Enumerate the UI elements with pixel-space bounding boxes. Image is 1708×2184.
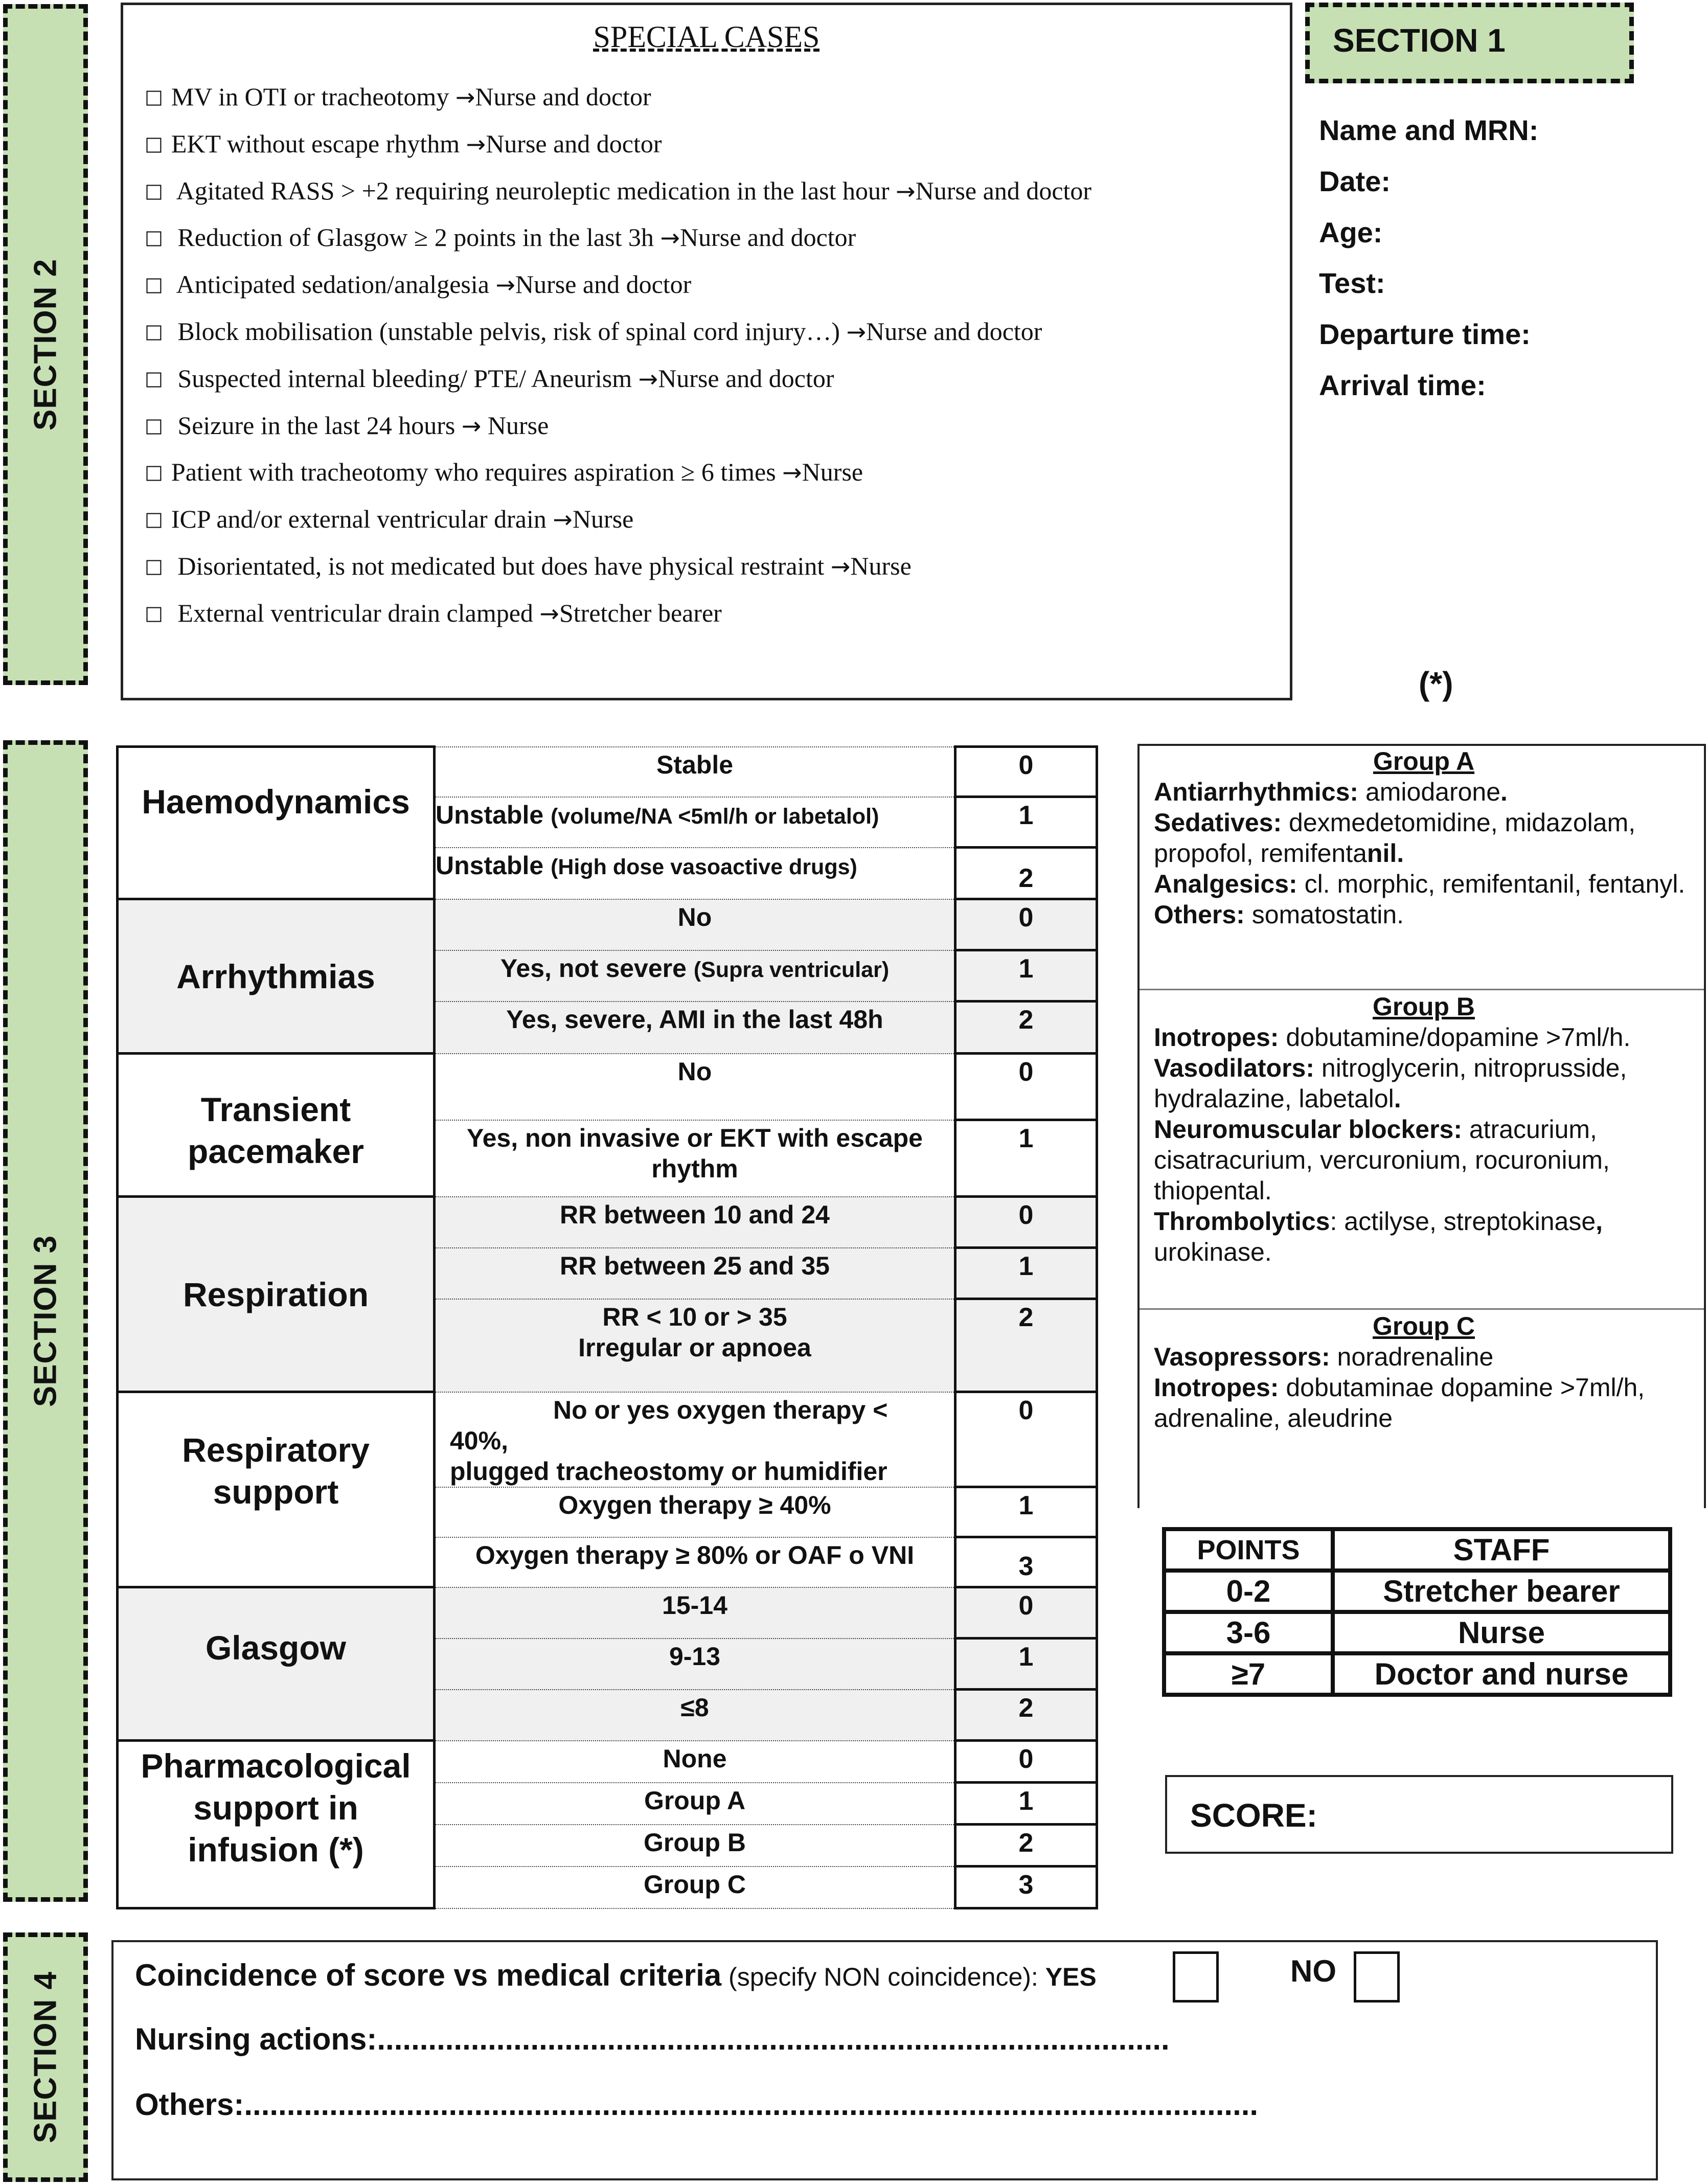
criterion-cell [435, 950, 955, 1002]
nursing-actions-dots: ............................................................................................. [377, 2022, 1170, 2056]
group-b [1154, 991, 1694, 1267]
category-line: support [213, 1473, 339, 1511]
points-cell: 0 [955, 1587, 1097, 1639]
staff-value: Nurse [1333, 1612, 1670, 1653]
arrow-right-icon: → [495, 271, 515, 299]
section-2-tab [3, 4, 88, 685]
special-case-text: Patient with tracheotomy who requires aspiration ≥ 6 times [171, 458, 783, 487]
criterion-cell [435, 797, 955, 848]
points-header: POINTS [1164, 1529, 1333, 1571]
criterion-text: Yes, not severe [500, 953, 694, 983]
category-glasgow: Glasgow [118, 1587, 435, 1741]
checkbox-icon[interactable]: □ [145, 367, 163, 390]
checkbox-icon[interactable]: □ [145, 85, 163, 108]
category-arrhythmias: Arrhythmias [118, 899, 435, 1054]
points-range: ≥7 [1164, 1653, 1333, 1695]
category-respiration: Respiration [118, 1197, 435, 1392]
checkbox-icon[interactable]: □ [145, 555, 163, 577]
special-case-item[interactable] [145, 598, 722, 628]
special-cases-box [121, 3, 1292, 700]
special-case-staff: Stretcher bearer [559, 598, 722, 627]
criterion-cell: Yes, severe, AMI in the last 48h [435, 1002, 955, 1054]
drug-class: Antiarrhythmics: [1154, 778, 1359, 806]
criterion-cell: Stable [435, 747, 955, 797]
special-case-text: Disorientated, is not medicated but does have physical restraint [171, 552, 831, 580]
special-case-item[interactable] [145, 504, 633, 534]
category-transient-pacemaker [118, 1054, 435, 1197]
drug-class: Vasodilators: [1154, 1054, 1314, 1082]
points-cell: 1 [955, 1248, 1097, 1299]
special-case-item[interactable] [145, 411, 549, 440]
criterion-cell: 15-14 [435, 1587, 955, 1639]
checkbox-icon[interactable]: □ [145, 601, 163, 624]
points-cell: 1 [955, 1120, 1097, 1197]
criterion-cell: RR between 10 and 24 [435, 1197, 955, 1248]
category-pharmacological-support [118, 1741, 435, 1908]
special-case-staff: Nurse and doctor [475, 82, 651, 111]
criterion-cell: None [435, 1741, 955, 1783]
points-cell: 3 [955, 1537, 1097, 1587]
special-case-staff: Nurse and doctor [515, 270, 692, 299]
drug-class: Thrombolytics [1154, 1207, 1330, 1236]
special-case-item[interactable] [145, 222, 856, 252]
score-label: SCORE: [1190, 1797, 1317, 1834]
special-case-item[interactable] [145, 176, 1091, 206]
category-line: support in [193, 1789, 358, 1827]
checkbox-icon[interactable]: □ [145, 508, 163, 531]
coincidence-line [135, 1958, 1097, 1993]
section-4-box [111, 1940, 1658, 2180]
criterion-cell: Group C [435, 1867, 955, 1908]
special-case-text: Reduction of Glasgow ≥ 2 points in the last 3h [171, 223, 661, 252]
special-case-item[interactable] [145, 551, 912, 581]
drug-list: somatostatin. [1244, 900, 1404, 929]
points-cell: 1 [955, 797, 1097, 848]
scoring-table [116, 745, 1098, 1909]
age-field[interactable]: Age: [1319, 216, 1383, 248]
points-cell: 2 [955, 1690, 1097, 1741]
points-cell: 1 [955, 950, 1097, 1002]
special-case-item[interactable] [145, 316, 1042, 346]
special-case-item[interactable] [145, 457, 863, 487]
criterion-line: No or yes oxygen therapy < [553, 1395, 888, 1424]
category-line: Respiratory [182, 1431, 370, 1469]
special-case-text: Seizure in the last 24 hours [171, 411, 462, 440]
section-2-label: SECTION 2 [28, 258, 63, 431]
criterion-line: Irregular or apnoea [578, 1333, 811, 1362]
drug-list: dobutaminae dopamine >7ml/h, adrenaline, aleudrine [1154, 1373, 1645, 1432]
points-cell: 0 [955, 747, 1097, 797]
drug-list-end: nil. [1367, 839, 1404, 868]
criterion-line: RR < 10 or > 35 [602, 1302, 787, 1331]
drug-class: Inotropes: [1154, 1373, 1279, 1402]
criterion-cell: Oxygen therapy ≥ 80% or OAF o VNI [435, 1537, 955, 1587]
criterion-cell [435, 848, 955, 899]
criterion-note: (Supra ventricular) [693, 957, 890, 982]
special-case-staff: Nurse [850, 552, 912, 580]
criterion-cell [435, 1392, 955, 1487]
drug-list: noradrenaline [1330, 1343, 1494, 1371]
points-cell: 2 [955, 1299, 1097, 1392]
special-cases-title: SPECIAL CASES [593, 20, 820, 54]
checkbox-icon[interactable]: □ [145, 461, 163, 484]
checkbox-icon[interactable]: □ [145, 179, 163, 202]
arrow-right-icon: → [466, 130, 486, 158]
criterion-cell: ≤8 [435, 1690, 955, 1741]
group-a-title: Group A [1373, 747, 1475, 776]
coincidence-label: Coincidence of score vs medical criteria [135, 1958, 722, 1992]
others-label: Others: [135, 2087, 244, 2122]
special-case-text: Block mobilisation (unstable pelvis, risk of spinal cord injury…) [171, 317, 847, 346]
special-case-text: ICP and/or external ventricular drain [171, 505, 553, 534]
points-cell: 0 [955, 1197, 1097, 1248]
drug-list: amiodarone [1358, 778, 1501, 806]
no-label: NO [1290, 1954, 1336, 1988]
category-line: Transient [200, 1090, 351, 1128]
drug-groups-box [1137, 744, 1706, 1508]
special-case-staff: Nurse and doctor [486, 129, 662, 158]
staff-header: STAFF [1333, 1529, 1670, 1571]
points-range: 0-2 [1164, 1571, 1333, 1612]
drug-list-end: . [1394, 1084, 1401, 1113]
group-c-title: Group C [1373, 1312, 1475, 1340]
section-4-tab [3, 1932, 88, 2182]
arrow-right-icon: → [830, 553, 851, 580]
criterion-cell: Oxygen therapy ≥ 40% [435, 1487, 955, 1537]
points-cell: 1 [955, 1639, 1097, 1690]
criterion-cell: Group A [435, 1783, 955, 1825]
arrow-right-icon: → [461, 412, 482, 440]
points-cell: 1 [955, 1487, 1097, 1537]
criterion-cell: No [435, 1054, 955, 1120]
special-case-text: MV in OTI or tracheotomy [171, 82, 456, 111]
group-a [1154, 746, 1694, 930]
criterion-cell: Group B [435, 1825, 955, 1867]
drug-list: nitroglycerin, nitroprusside, hydralazine, labetalol [1154, 1054, 1627, 1113]
drug-list: dexmedetomidine, midazolam, propofol, remifenta [1154, 808, 1636, 868]
yes-checkbox[interactable] [1173, 1951, 1219, 2003]
name-mrn-field[interactable]: Name and MRN: [1319, 114, 1539, 146]
criterion-text: Unstable [436, 800, 551, 829]
special-case-text: Anticipated sedation/analgesia [171, 270, 496, 299]
checkbox-icon[interactable]: □ [145, 273, 163, 296]
drug-class: Inotropes: [1154, 1023, 1279, 1052]
arrow-right-icon: → [638, 365, 658, 393]
category-line: pacemaker [188, 1132, 364, 1170]
asterisk-note: (*) [1419, 665, 1453, 702]
special-case-staff: Nurse [481, 411, 549, 440]
others-field[interactable] [135, 2087, 1258, 2122]
drug-class: Neuromuscular blockers: [1154, 1115, 1462, 1144]
criterion-text: Unstable [436, 851, 551, 880]
drug-class: Vasopressors: [1154, 1343, 1330, 1371]
staff-value: Stretcher bearer [1333, 1571, 1670, 1612]
drug-list: atracurium, cisatracurium, vercuronium, rocuronium, thiopental. [1154, 1115, 1610, 1205]
criterion-cell: No [435, 899, 955, 950]
category-line: infusion (*) [188, 1831, 364, 1869]
arrow-right-icon: → [660, 224, 680, 252]
others-dots: ....................................................................................................................... [244, 2087, 1259, 2122]
checkbox-icon[interactable]: □ [145, 132, 163, 155]
criterion-line: plugged tracheostomy or humidifier [450, 1457, 887, 1486]
departure-time-field[interactable]: Departure time: [1319, 318, 1531, 350]
special-case-item[interactable] [145, 82, 651, 111]
criterion-line: 40%, [450, 1426, 508, 1455]
special-case-staff: Nurse [802, 458, 863, 487]
section-3-tab [3, 740, 88, 1902]
points-cell: 2 [955, 1825, 1097, 1867]
special-case-item[interactable] [145, 129, 662, 158]
section-4-label: SECTION 4 [28, 1971, 63, 2144]
drug-list-end: . [1500, 778, 1508, 806]
arrow-right-icon: → [782, 459, 802, 487]
group-c [1154, 1311, 1694, 1434]
nursing-actions-label: Nursing actions: [135, 2022, 377, 2056]
points-range: 3-6 [1164, 1612, 1333, 1653]
points-cell: 1 [955, 1783, 1097, 1825]
drug-list: cl. morphic, remifentanil, fentanyl. [1297, 870, 1686, 898]
points-cell: 0 [955, 1741, 1097, 1783]
no-checkbox[interactable] [1354, 1951, 1400, 2003]
special-case-staff: Nurse [572, 505, 634, 534]
special-case-text: External ventricular drain clamped [171, 598, 540, 627]
criterion-cell: RR between 25 and 35 [435, 1248, 955, 1299]
criterion-note: (High dose vasoactive drugs) [551, 854, 857, 879]
arrow-right-icon: → [553, 506, 573, 534]
special-case-text: EKT without escape rhythm [171, 129, 466, 158]
group-divider [1140, 1308, 1704, 1310]
points-cell: 0 [955, 899, 1097, 950]
criterion-cell: Yes, non invasive or EKT with escape rhythm [435, 1120, 955, 1197]
points-cell: 2 [955, 1002, 1097, 1054]
score-field[interactable] [1165, 1775, 1673, 1854]
points-cell: 3 [955, 1867, 1097, 1908]
arrow-right-icon: → [539, 599, 559, 627]
drug-class: Others: [1154, 900, 1245, 929]
drug-class: Sedatives: [1154, 808, 1282, 837]
drug-list: dobutamine/dopamine >7ml/h. [1279, 1023, 1631, 1052]
points-cell: 0 [955, 1054, 1097, 1120]
category-line: Pharmacological [141, 1747, 411, 1785]
section-3-label: SECTION 3 [28, 1235, 63, 1407]
drug-list: urokinase. [1154, 1238, 1272, 1266]
category-haemodynamics: Haemodynamics [118, 747, 435, 899]
test-field[interactable]: Test: [1319, 267, 1385, 299]
section-1-label: SECTION 1 [1333, 22, 1506, 59]
group-b-title: Group B [1373, 992, 1475, 1021]
date-field[interactable]: Date: [1319, 165, 1391, 197]
criterion-cell [435, 1299, 955, 1392]
arrow-right-icon: → [846, 318, 867, 346]
special-case-staff: Nurse and doctor [866, 317, 1042, 346]
special-case-text: Suspected internal bleeding/ PTE/ Aneurism [171, 363, 639, 393]
criterion-cell: 9-13 [435, 1639, 955, 1690]
arrival-time-field[interactable]: Arrival time: [1319, 369, 1486, 401]
points-cell: 2 [955, 848, 1097, 899]
special-case-item[interactable] [145, 269, 691, 299]
points-staff-table [1162, 1527, 1672, 1697]
arrow-right-icon: → [896, 177, 916, 205]
special-case-staff: Nurse and doctor [679, 223, 856, 252]
special-case-item[interactable] [145, 363, 834, 393]
coincidence-note: (specify NON coincidence): [721, 1963, 1045, 1991]
special-case-staff: Nurse and doctor [915, 176, 1092, 205]
checkbox-icon[interactable]: □ [145, 414, 163, 437]
checkbox-icon[interactable]: □ [145, 226, 163, 249]
criterion-note: (volume/NA <5ml/h or labetalol) [551, 804, 879, 829]
section-1-tab [1305, 3, 1634, 83]
nursing-actions-field[interactable] [135, 2021, 1170, 2057]
drug-list-comma: , [1596, 1207, 1603, 1236]
special-case-staff: Nurse and doctor [658, 363, 834, 393]
drug-class: Analgesics: [1154, 870, 1297, 898]
category-respiratory-support [118, 1392, 435, 1587]
checkbox-icon[interactable]: □ [145, 320, 163, 343]
staff-value: Doctor and nurse [1333, 1653, 1670, 1695]
yes-label: YES [1045, 1963, 1097, 1991]
special-case-text: Agitated RASS > +2 requiring neuroleptic medication in the last hour [171, 176, 896, 205]
drug-list: : actilyse, streptokinase [1330, 1207, 1596, 1236]
group-divider [1140, 989, 1704, 990]
points-cell: 0 [955, 1392, 1097, 1487]
arrow-right-icon: → [455, 83, 475, 111]
